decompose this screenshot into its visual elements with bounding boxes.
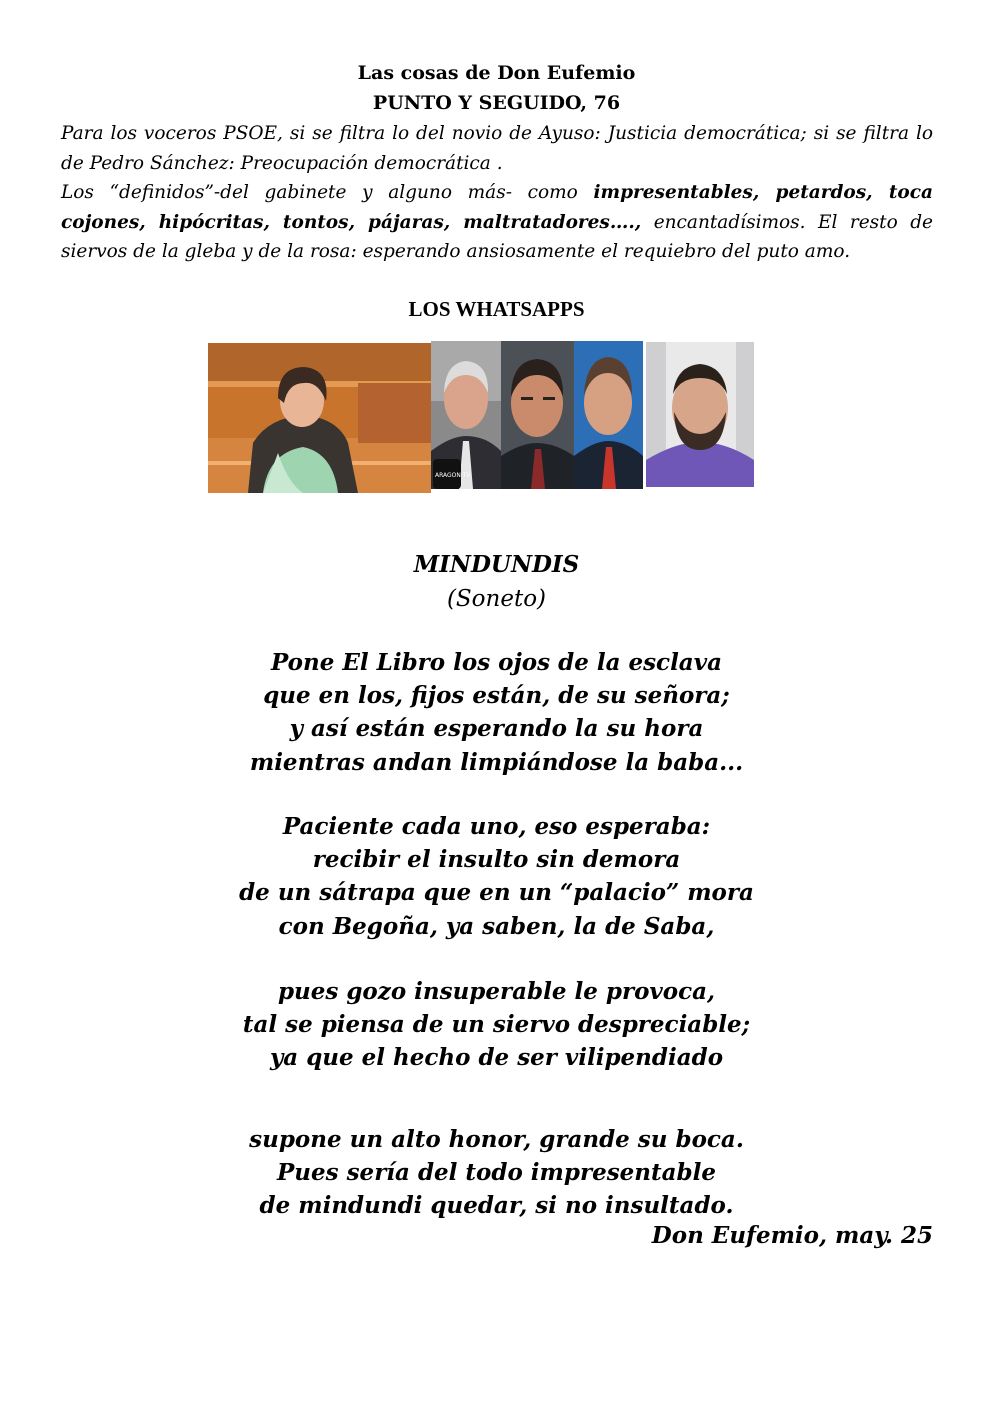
poem-signature: Don Eufemio, may. 25 [651,1222,933,1249]
photo-man-blue-background [574,341,643,489]
poem-line: recibir el insulto sin demora [312,846,681,874]
poem-line: mientras andan limpiándose la baba... [249,748,744,776]
poem-stanza-2 [0,810,993,943]
photo-man-dark-suit [501,341,574,489]
photo-bearded-man [646,342,754,487]
poem-line: que en los, fijos están, de su señora; [263,682,730,710]
document-subtitle: PUNTO Y SEGUIDO, 76 [372,92,621,114]
poem-line: Pues sería del todo impresentable [277,1159,716,1187]
intro-insults-list: impresentables, petardos, toca cojones, hipócritas, tontos, pájaras, maltratadores…., [61,182,933,233]
poem-line: y así están esperando la su hora [289,715,704,743]
poem-subtitle: (Soneto) [446,586,547,612]
intro-text-a: Los “definidos”-del gabinete y alguno más- como [61,182,594,203]
poem-title: MINDUNDIS [413,551,580,578]
poem-stanza-3 [0,975,993,1075]
poem-line: de mindundi quedar, si no insultado. [259,1192,734,1220]
poem-line: de un sátrapa que en un “palacio” mora [239,879,754,907]
poem-line: supone un alto honor, grande su boca. [249,1126,744,1153]
poem-stanza-1 [0,646,993,779]
microphone-logo: ARAGON TV [435,472,471,479]
poem-stanza-4 [0,1123,993,1223]
photo-man-microphone [431,341,501,489]
document-title: Las cosas de Don Eufemio [357,62,636,84]
photo-woman-senate [208,343,431,493]
poem-line: ya que el hecho de ser vilipendiado [269,1044,724,1072]
poem-line: Pone El Libro los ojos de la esclava [271,649,722,676]
poem-line: con Begoña, ya saben, la de Saba, [278,912,715,940]
poem-line: tal se piensa de un siervo despreciable; [242,1011,751,1039]
poem-line: Paciente cada uno, eso esperaba: [282,813,711,840]
intro-text-b: encantadísimos. El resto de siervos de la gleba y de la rosa: esperando ansiosamente el requiebro del puto amo. [61,211,933,262]
section-heading: LOS WHATSAPPS [408,297,585,321]
poem-line: pues gozo insuperable le provoca, [277,978,716,1005]
intro-paragraph-2 [61,178,933,267]
intro-paragraph-1: Para los voceros PSOE, si se filtra lo del novio de Ayuso: Justicia democrática; si se filtra lo de Pedro Sánchez: Preocupación democrática . [61,123,933,174]
